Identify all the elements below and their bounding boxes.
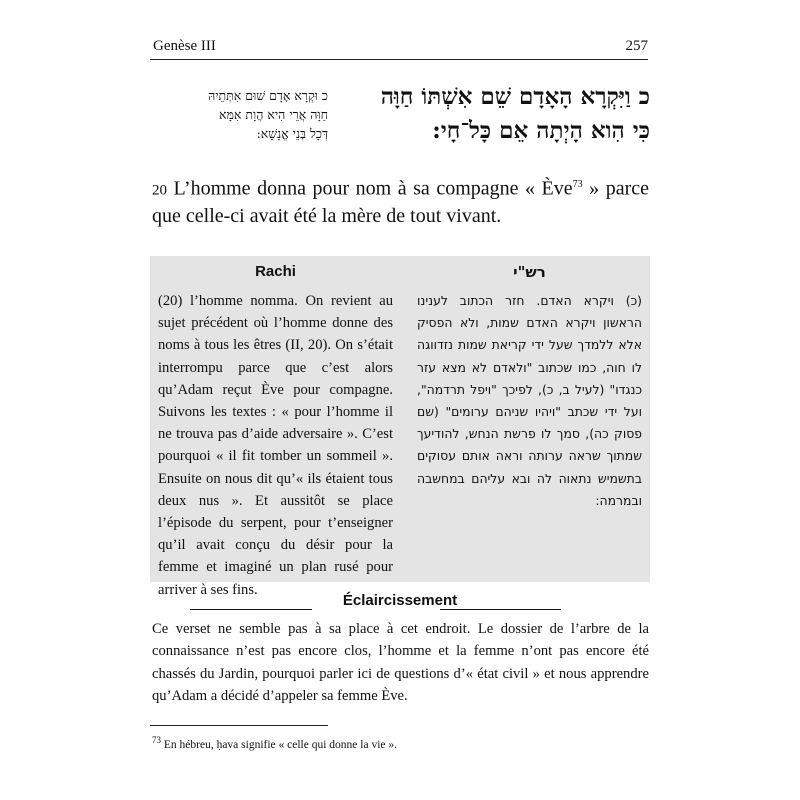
eclaircissement-text: Ce verset ne semble pas à sa place à cet endroit. Le dossier de l’arbre de la connaissance n’est pas encore clos, l’homme et la femme n’ont pas encore été chassés du Jardin, pourquoi parler ici de questions d’« état civil » et nous apprendre qu’Adam a décidé d’appeler sa femme Ève. <box>152 621 649 705</box>
hebrew-verse <box>310 80 650 148</box>
targum-text <box>150 86 328 143</box>
footnote-number: 73 <box>152 735 161 745</box>
translation-text-start: L’homme donna pour nom à sa compagne « Ève <box>167 177 573 200</box>
rachi-hebrew-title: רש"י <box>513 263 546 281</box>
rachi-french-text: (20) l’homme nomma. On revient au sujet précédent où l’homme donne des noms à tous les êtres (II, 20). On s’était interrompu parce que c’est alors qu’Adam reçut Ève pour compagne. Suivons les textes : « pour l’homme il ne trouva pas d’aide adversaire ». C’est pourquoi « il fit tomber un sommeil ». Ensuite on nous dit qu’« ils étaient tous deux nus ». Et aussitôt se place l’épisode du serpent, pour t’enseigner qu’il avait conçu du désir pour la femme et imaginé un plan rusé pour arriver à ses fins. <box>158 293 393 598</box>
hebrew-verse-line-2: כִּי הִוא הָיְתָה אֵם כָּל־חָי: <box>432 117 650 144</box>
verse-number: 20 <box>152 182 167 199</box>
targum-line-1: כ וּקְרָא אָדָם שׁוּם אִתְּתֵיהּ <box>208 88 328 103</box>
running-title: Genèse III <box>153 38 216 54</box>
footnote <box>152 733 649 753</box>
eclaircissement-title: Éclaircissement <box>342 592 458 609</box>
rachi-commentary-box <box>150 256 650 598</box>
header-rule <box>150 59 648 60</box>
rachi-french-title: Rachi <box>255 263 296 280</box>
rachi-hebrew-column <box>417 260 642 512</box>
translation-text-end: » parce que celle-ci avait été la mère de tout vivant. <box>152 177 649 227</box>
eclaircissement-rule-right <box>440 609 561 610</box>
page-number: 257 <box>625 38 648 54</box>
rachi-french-column <box>158 260 393 601</box>
hebrew-verse-line-1: כ וַיִּקְרָא הָאָדָם שֵׁם אִשְׁתּוֹ חַוָּה <box>380 83 650 110</box>
targum-line-3: דְּכָל בְּנֵי אֱנָשָׁא: <box>256 126 328 141</box>
french-translation <box>152 172 649 229</box>
footnote-rule <box>150 725 328 726</box>
footnote-reference: 73 <box>572 179 583 190</box>
footnote-text: En hébreu, ḥava signifie « celle qui donne la vie ». <box>161 738 397 751</box>
eclaircissement-rule-left <box>190 609 312 610</box>
rachi-hebrew-text: (כ) ויקרא האדם. חזר הכתוב לענינו הראשון ויקרא האדם שמות, ולא הפסיק אלא ללמדך שעל ידי קריאת שמות נזדווגה לו חוה, כמו שכתוב "ולאדם לא מצא עזר כנגדו" (לעיל ב, כ), לפיכך "ויפל תרדמה", ועל ידי שכתב "ויהיו שניהם ערומים" (שם פסוק כה), סמך לו פרשת הנחש, להודיעך שמתוך שראה ערותה וראה אותם עסוקים בתשמיש נתאוה לה ובא עליהם במחשבה ובמרמה: <box>417 293 642 508</box>
targum-line-2: חַוָּה אֲרֵי הִיא הֲוָת אִמָּא <box>219 107 328 122</box>
